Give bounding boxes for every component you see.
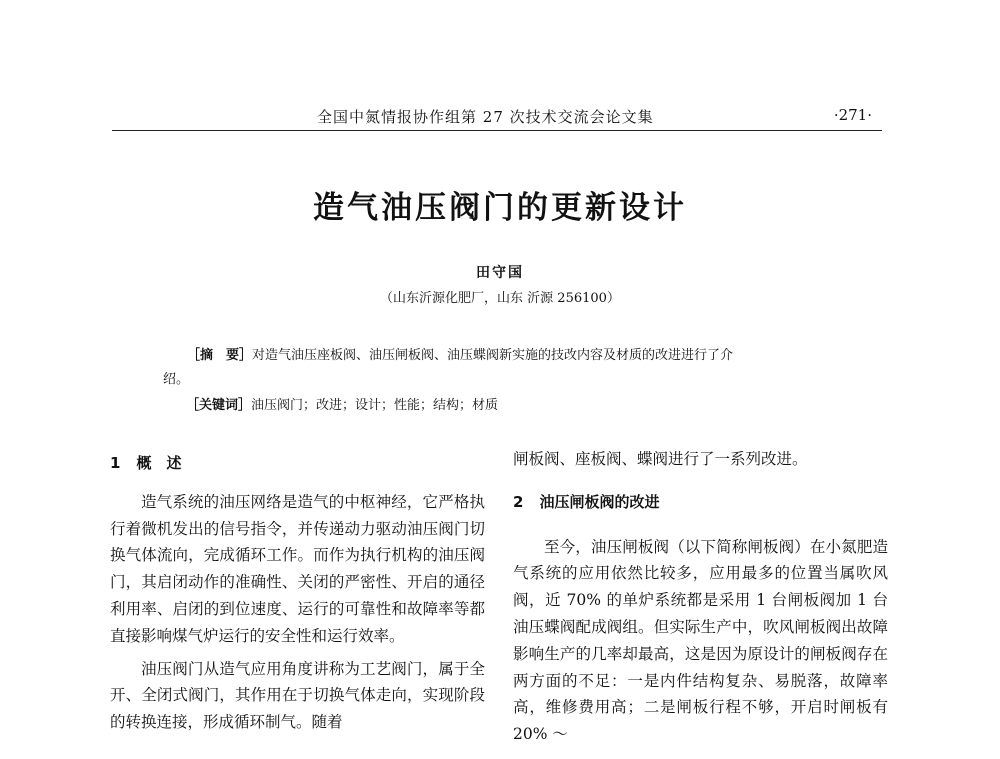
header-rule	[112, 130, 882, 131]
left-column	[110, 446, 485, 736]
section-1-paragraph-2: 油压阀门从造气应用角度讲称为工艺阀门，属于全开、全闭式阀门，其作用在于切换气体走向，实现阶段的转换连接，形成循环制气。随着	[110, 659, 485, 732]
keywords	[186, 394, 846, 418]
section-2-heading	[513, 489, 888, 516]
section-1-number: 1	[110, 454, 121, 472]
section-2-title: 油压闸板阀的改进	[539, 492, 660, 511]
running-header	[112, 102, 882, 128]
section-1-title: 概 述	[136, 454, 182, 472]
abstract-text-2: 绍。	[163, 372, 190, 387]
author-name: 田守国	[476, 265, 524, 281]
abstract-text-1: 对造气油压座板阀、油压闸板阀、油压蝶阀新实施的技改内容及材质的改进进行了介	[252, 348, 734, 363]
section-1-heading	[110, 450, 485, 477]
section-1-continuation: 闸板阀、座板阀、蝶阀进行了一系列改进。	[513, 450, 808, 468]
section-2-paragraph-1: 至今，油压闸板阀（以下简称闸板阀）在小氮肥造气系统的应用依然比较多，应用最多的位置当属吹风阀，近 70% 的单炉系统都是采用 1 台闸板阀加 1 台油压蝶阀配成阀组。但实际生产中，吹风闸板阀出故障影响生产的几率却最高，这是因为原设计的闸板阀存在两方面的不足：一是内件结构复杂、易脱落，故障率高，维修费用高；二是闸板行程不够，开启时闸板有 20% ～	[513, 537, 888, 744]
abstract-label: ［摘 要］	[187, 348, 253, 363]
section-1-paragraph-1: 造气系统的油压网络是造气的中枢神经，它严格执行着微机发出的信号指令，并传递动力驱动油压阀门切换气体流向，完成循环工作。而作为执行机构的油压阀门，其启闭动作的准确性、关闭的严密性、开启的通径利用率、启闭的到位速度、运行的可靠性和故障率等都直接影响煤气炉运行的安全性和运行效率。	[110, 492, 485, 645]
right-column	[513, 446, 888, 748]
page-number: ·271·	[833, 106, 872, 124]
running-title: 全国中氮情报协作组第 27 次技术交流会论文集	[317, 108, 654, 126]
section-2-number: 2	[513, 492, 524, 511]
keywords-text: 油压阀门；改进；设计；性能；结构；材质	[251, 398, 499, 413]
author-affiliation: （山东沂源化肥厂，山东 沂源 256100）	[380, 291, 620, 306]
keywords-label: ［关键词］	[186, 398, 252, 413]
abstract	[163, 344, 853, 392]
abstract-line-1	[163, 344, 853, 368]
article-title: 造气油压阀门的更新设计	[313, 190, 687, 226]
